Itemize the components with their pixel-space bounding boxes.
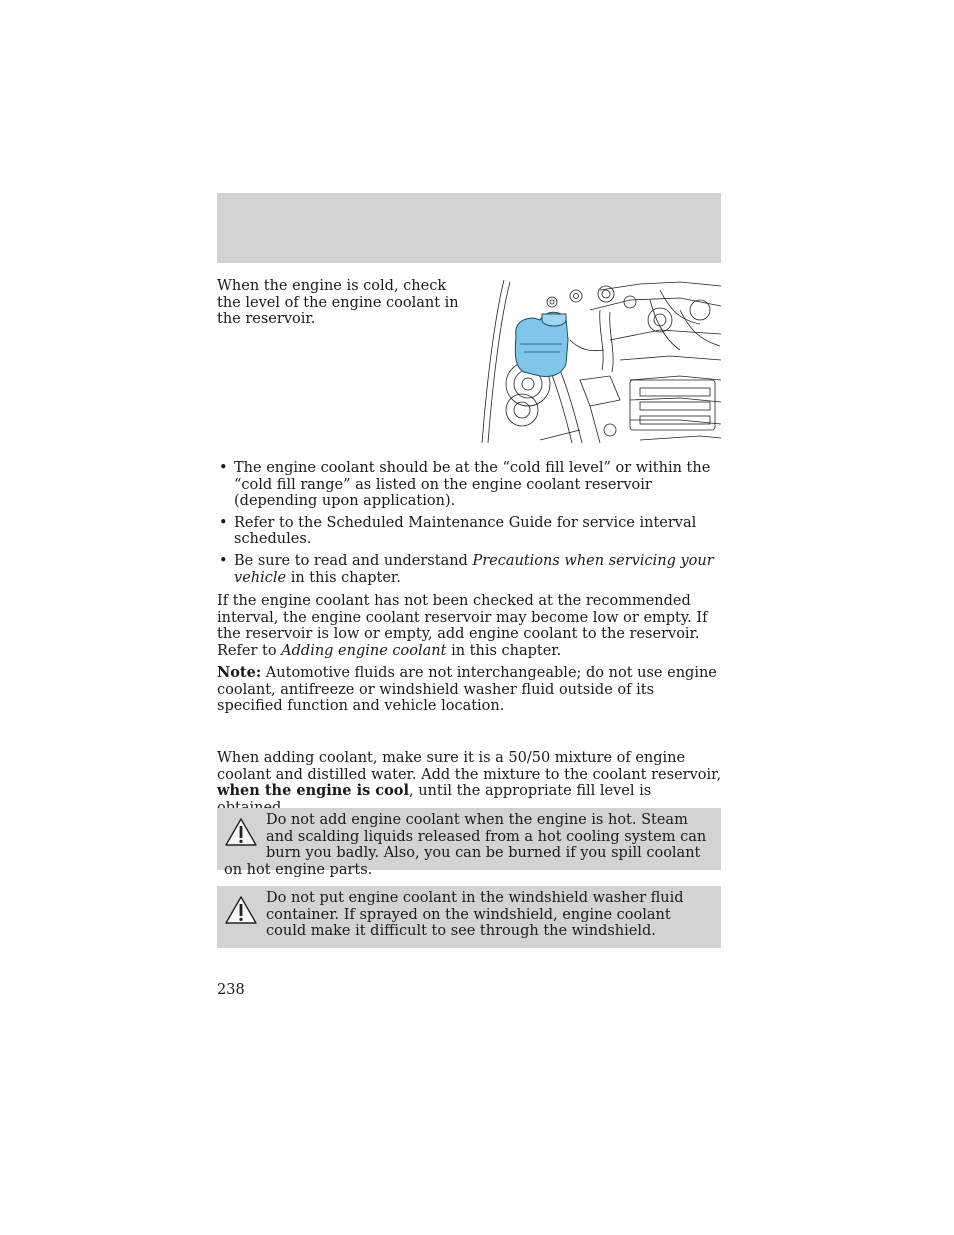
adding-coolant-paragraph: When adding coolant, make sure it is a 50/50 mixture of engine coolant and distilled water. Add the mixture to the coolant reservoir, when the engine is cool, until the appropriate fill level is	[217, 750, 722, 800]
engine-compartment-illustration	[480, 280, 721, 443]
warning-triangle-icon	[224, 817, 258, 847]
warning-triangle-icon	[224, 895, 258, 925]
reservoir-paragraph: If the engine coolant has not been checked at the recommended interval, the engine coolant reservoir may become low or empty. If the reservoir is low or empty, add engine coolant to the reservoir. Refer to Adding engine coolant in this chapter.	[217, 593, 708, 659]
warning-box: Do not add engine coolant when the engine is hot. Steam and scalding liquids released from a hot cooling system can burn you badly. Also, you can be burned if you spill coolant on hot engine parts.	[217, 808, 721, 870]
intro-text: When the engine is cold, check the level of the engine coolant in the reservoir.	[217, 278, 459, 328]
bullet-list	[217, 460, 723, 591]
list-item: • The engine coolant should be at the “cold fill level” or within the “cold fill range” as listed on the engine coolant reservoir (depending upon application).	[219, 460, 711, 510]
list-item: • Refer to the Scheduled Maintenance Guide for service interval schedules.	[219, 514, 697, 548]
list-item: • Be sure to read and understand Precautions when servicing your vehicle in this chapter.	[219, 552, 714, 586]
section-header-band	[217, 193, 721, 263]
warning-box: Do not put engine coolant in the windshield washer fluid container. If sprayed on the windshield, engine coolant could make it difficult to see through the windshield.	[217, 886, 721, 948]
page-number: 238	[217, 982, 245, 998]
note-paragraph: Note: Automotive fluids are not interchangeable; do not use engine coolant, antifreeze or windshield washer fluid outside of its specified function and vehicle location.	[217, 664, 717, 715]
